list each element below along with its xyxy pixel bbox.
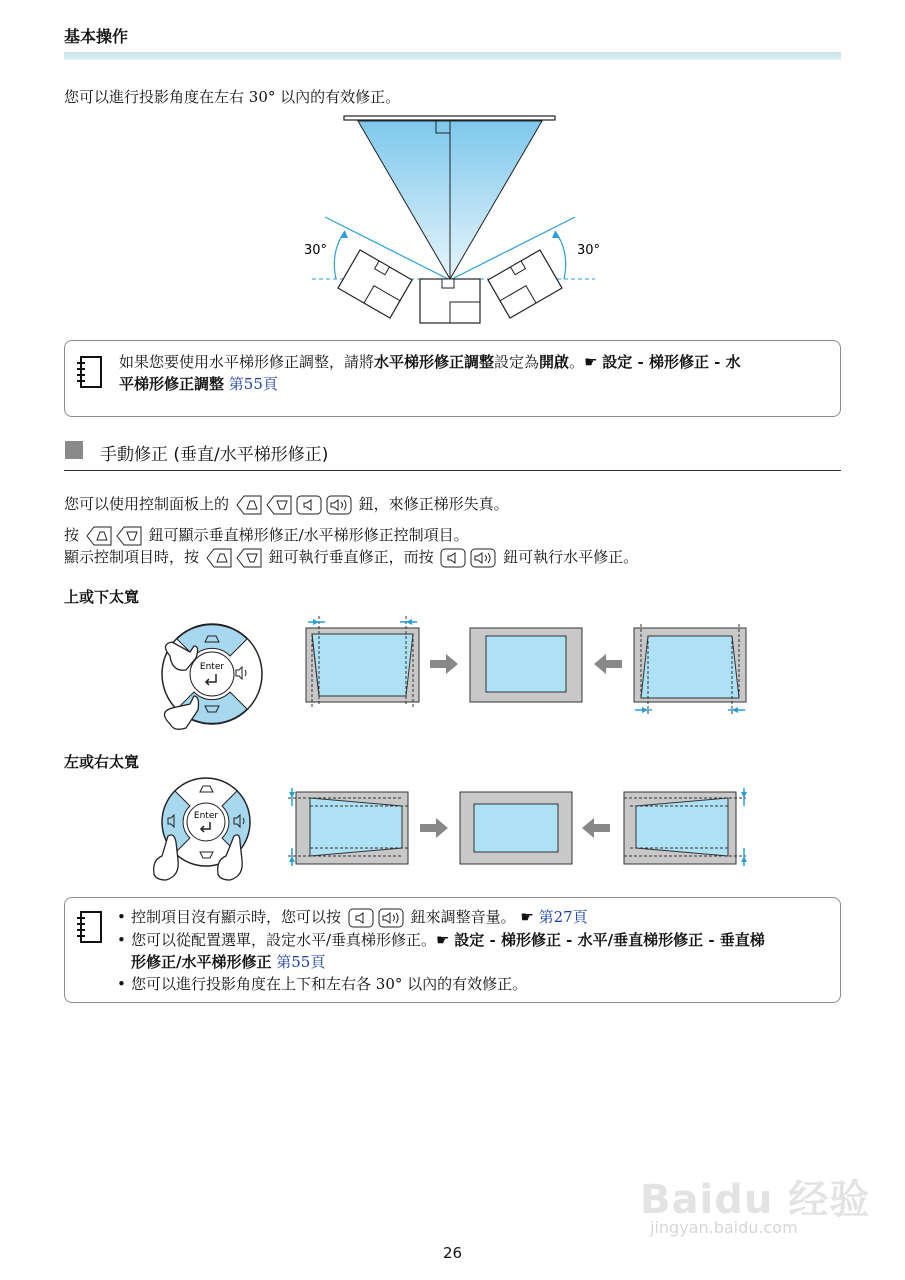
horizontal-keystone-sequence — [284, 784, 760, 870]
volume-down-button-icon — [347, 907, 375, 929]
volume-up-button-icon — [325, 494, 353, 516]
svg-text:Enter: Enter — [199, 662, 225, 672]
note-1-text: 如果您要使用水平梯形修正調整，請將水平梯形修正調整設定為開啟。☛ 設定 - 梯形修正 - 水 平梯形修正調整 第55頁 — [119, 353, 741, 393]
watermark-logo: Baidu 经验 — [640, 1177, 871, 1223]
keystone-down-button-icon — [115, 525, 143, 547]
page-number: 26 — [442, 1244, 463, 1262]
volume-up-button-icon — [469, 547, 497, 569]
svg-text:Enter: Enter — [193, 811, 219, 821]
note-2-item-2: • 您可以從配置選單，設定水平/垂真梯形修正。☛ 設定 - 梯形修正 - 水平/垂直梯形修正 - 垂直梯 形修正/水平梯形修正 第55頁 — [115, 929, 830, 973]
note-2-list — [115, 906, 830, 995]
vertical-keystone-sequence — [300, 614, 760, 720]
keystone-up-button-icon — [235, 494, 263, 516]
screen-corrected — [470, 628, 582, 702]
screen-bar — [344, 116, 555, 120]
notebook-icon — [75, 355, 103, 389]
projector-center — [420, 279, 480, 323]
keystone-up-button-icon — [205, 547, 233, 569]
note-2-item-3: • 您可以進行投影角度在上下和左右各 30° 以內的有效修正。 — [115, 973, 830, 995]
note-2-link-volume[interactable]: 第27頁 — [538, 908, 588, 926]
arrow-left-icon — [582, 818, 610, 838]
note-2-item-1: • 控制項目沒有顯示時，您可以按 鈕來調整音量。 ☛ 第27頁 — [115, 906, 830, 929]
note-box-1 — [64, 340, 841, 417]
section-rule — [64, 470, 841, 471]
subhead-left-right-wide: 左或右太寬 — [64, 753, 140, 771]
screen-before-top-wide — [306, 616, 419, 709]
arrow-right-icon — [420, 818, 448, 838]
volume-up-button-icon — [377, 907, 405, 929]
projector-left — [338, 250, 412, 318]
screen-before-left-wide — [288, 788, 408, 866]
screen-before-right-wide — [624, 788, 747, 866]
projector-right — [488, 250, 562, 318]
angle-left-label: 30° — [304, 243, 328, 258]
note-1-link[interactable]: 第55頁 — [228, 375, 278, 393]
notebook-icon — [75, 910, 103, 944]
para-line-2: 按 鈕可顯示垂直梯形修正/水平梯形修正控制項目。 — [64, 524, 469, 547]
para-line-1: 您可以使用控制面板上的 鈕，來修正梯形失真。 — [64, 493, 509, 516]
screen-corrected — [460, 792, 572, 864]
keystone-down-button-icon — [235, 547, 263, 569]
intro-text: 您可以進行投影角度在左右 30° 以內的有效修正。 — [64, 88, 401, 106]
section-title: 手動修正 (垂直/水平梯形修正) — [100, 445, 329, 465]
note-box-2 — [64, 897, 841, 1003]
finger-icon — [154, 835, 179, 880]
para-line-3: 顯示控制項目時，按 鈕可執行垂直修正，而按 鈕可執行水平修正。 — [64, 546, 638, 569]
volume-down-button-icon — [439, 547, 467, 569]
projection-angle-diagram — [290, 112, 620, 328]
note-2-link-settings[interactable]: 第55頁 — [276, 953, 326, 971]
control-pad-horizontal — [150, 776, 270, 886]
arrow-left-icon — [594, 654, 622, 674]
keystone-down-button-icon — [265, 494, 293, 516]
screen-before-bottom-wide — [634, 624, 746, 714]
keystone-up-button-icon — [85, 525, 113, 547]
page-header-title: 基本操作 — [64, 27, 129, 46]
volume-down-button-icon — [295, 494, 323, 516]
control-pad-vertical — [150, 616, 270, 736]
header-rule — [64, 52, 841, 60]
angle-right-label: 30° — [577, 243, 601, 258]
section-square-icon — [65, 441, 83, 459]
arrow-right-icon — [430, 654, 458, 674]
subhead-top-bottom-wide: 上或下太寬 — [64, 588, 140, 606]
watermark-url: jingyan.baidu.com — [650, 1218, 798, 1237]
